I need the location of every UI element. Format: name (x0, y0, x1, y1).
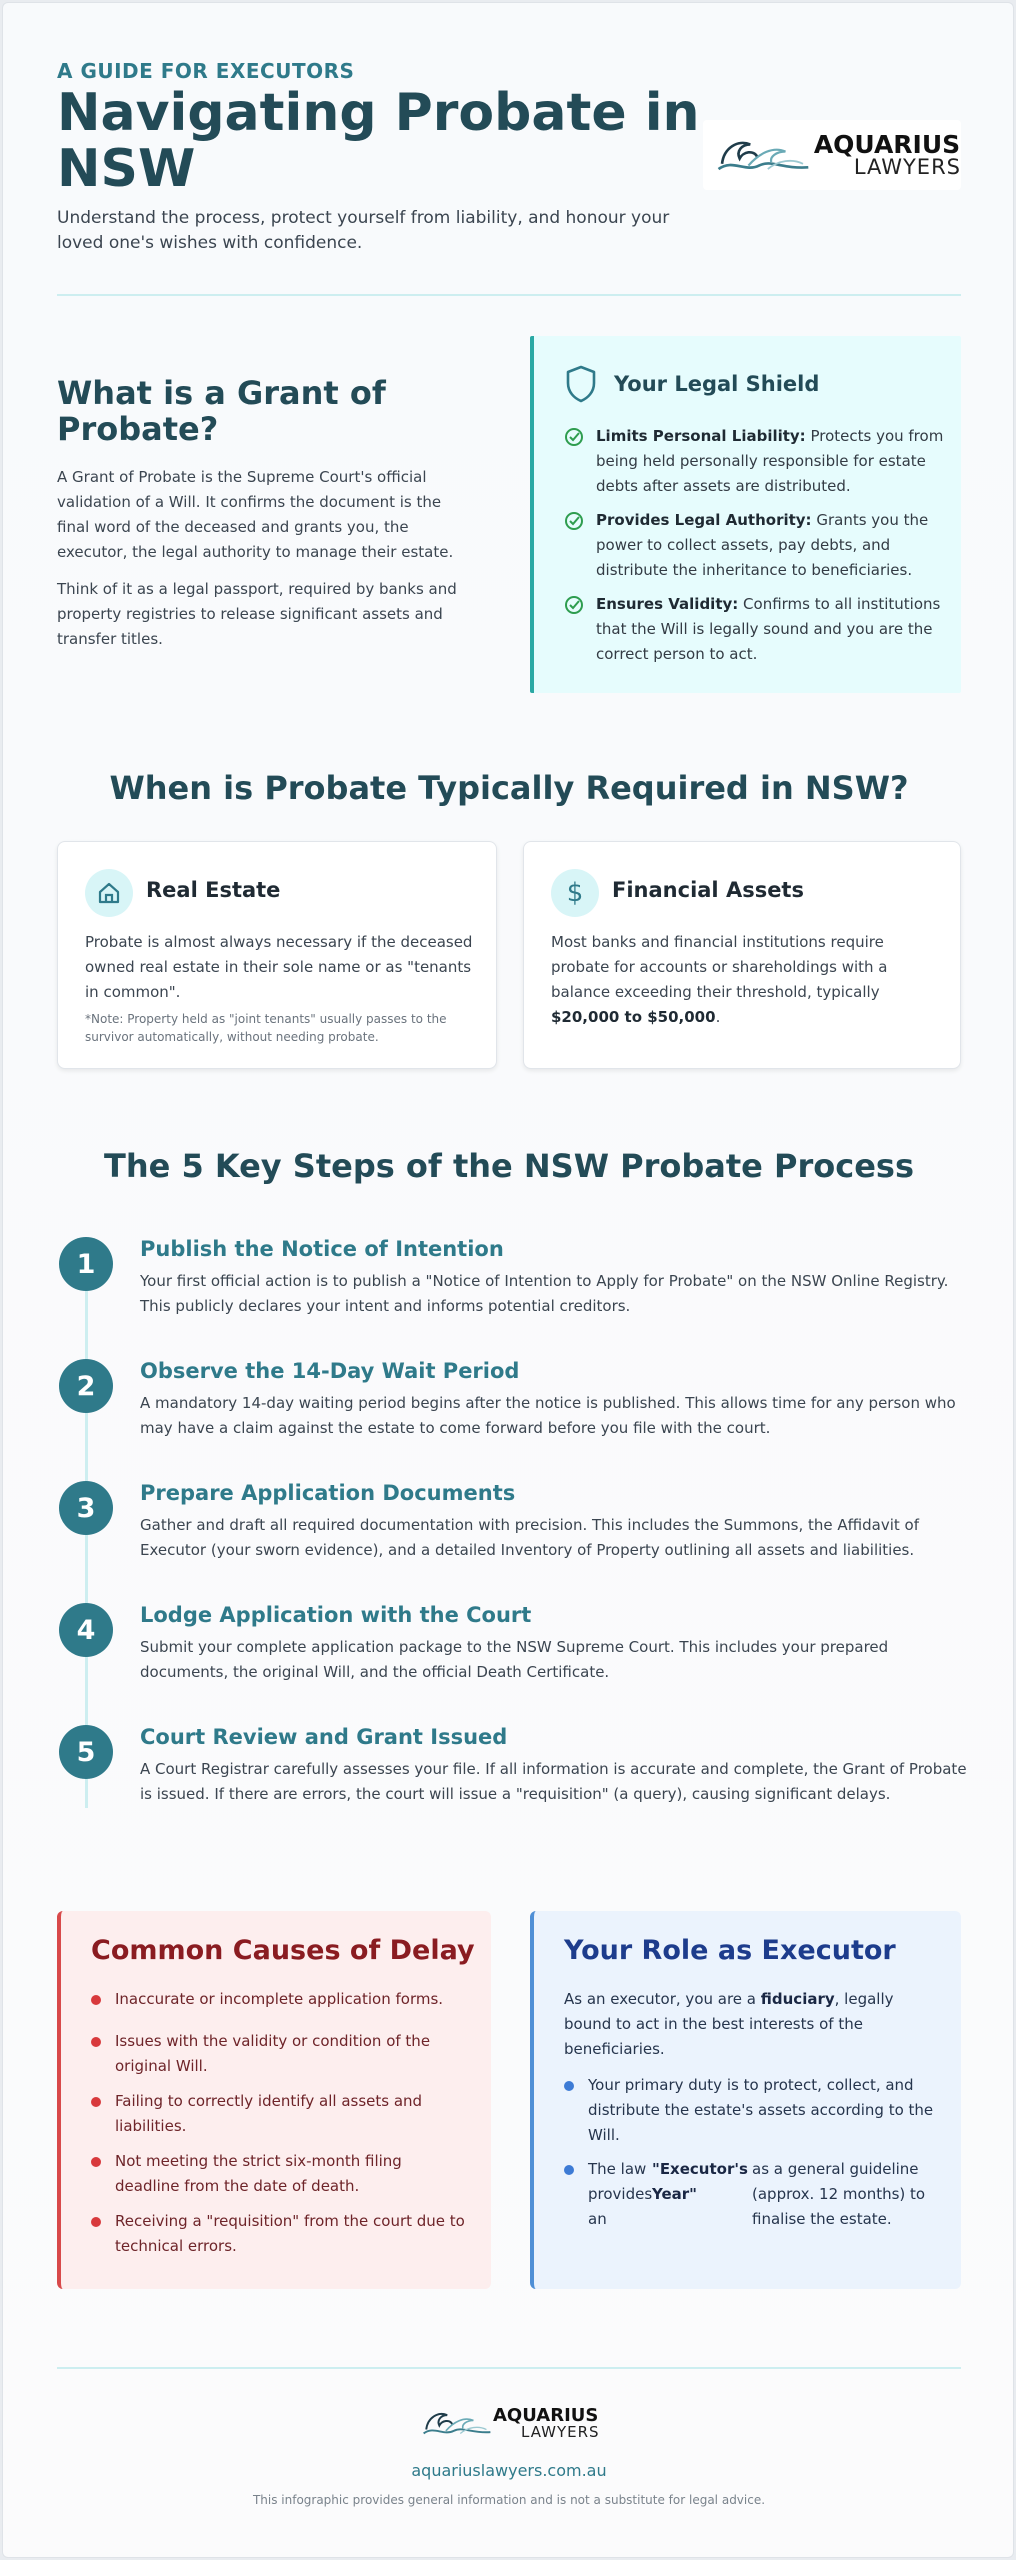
financial-assets-card (523, 841, 961, 1069)
real-estate-body: Probate is almost always necessary if the deceased owned real estate in their sole name or as "tenants in common". (85, 933, 473, 1001)
step-title: Publish the Notice of Intention (140, 1237, 504, 1261)
shield-item-label: Limits Personal Liability: (596, 427, 806, 445)
dollar-icon: $ (566, 878, 584, 908)
shield-icon (564, 364, 598, 404)
grant-paragraph-2: Think of it as a legal passport, required by banks and property registries to release significant assets and transfer titles. (57, 580, 457, 648)
legal-shield-card (530, 336, 961, 693)
bullet-icon (91, 2097, 101, 2107)
footer-logo (421, 2399, 601, 2447)
delay-title: Common Causes of Delay (91, 1935, 475, 1966)
step-description: Gather and draft all required documentation with precision. This includes the Summons, the Affidavit of Executor (your sworn evidence), and a detailed Inventory of Property outlining all assets and liabilities. (140, 1516, 920, 1559)
grant-paragraph-1: A Grant of Probate is the Supreme Court's official validation of a Will. It confirms the document is the final word of the deceased and grants you, the executor, the legal authority to manage their estate. (57, 468, 454, 561)
role-title: Your Role as Executor (564, 1935, 896, 1966)
real-estate-card (57, 841, 497, 1069)
financial-assets-body: Most banks and financial institutions require probate for accounts or shareholdings with a balance exceeding their threshold, typically $20,000 to $50,000. (551, 933, 888, 1026)
threshold-amount: $20,000 to $50,000 (551, 1008, 716, 1026)
bullet-icon (91, 1995, 101, 2005)
logo-text-aquarius: AQUARIUS (813, 130, 961, 159)
check-circle-icon (564, 427, 584, 447)
steps-heading: The 5 Key Steps of the NSW Probate Process (103, 1147, 914, 1185)
delay-item: Issues with the validity or condition of the original Will. (91, 2029, 471, 2079)
divider (57, 2367, 961, 2369)
shield-item-text: Grants you the power to collect assets, pay debts, and distribute the inheritance to beneficiaries. (596, 511, 929, 579)
logo-text-lawyers: LAWYERS (853, 155, 961, 179)
shield-item-label: Provides Legal Authority: (596, 511, 812, 529)
disclaimer: This infographic provides general information and is not a substitute for legal advice. (252, 2493, 766, 2507)
bullet-icon (91, 2217, 101, 2227)
when-heading: When is Probate Typically Required in NSW? (109, 769, 909, 807)
bullet-icon (91, 2157, 101, 2167)
step-title: Observe the 14-Day Wait Period (140, 1359, 520, 1383)
bullet-icon (564, 2081, 574, 2091)
shield-item-text: Confirms to all institutions that the Will is legally sound and you are the correct person to act. (596, 595, 941, 663)
check-circle-icon (564, 595, 584, 615)
step-description: A mandatory 14-day waiting period begins after the notice is published. This allows time for any person who may have a claim against the estate to come forward before you file with the court. (140, 1394, 956, 1437)
shield-item-label: Ensures Validity: (596, 595, 739, 613)
role-item: Your primary duty is to protect, collect, and distribute the estate's assets according to the Will. (564, 2073, 944, 2148)
page-title: Navigating Probate in NSW (57, 83, 700, 199)
house-icon (96, 880, 122, 906)
financial-assets-title: Financial Assets (612, 878, 804, 902)
delay-item: Inaccurate or incomplete application forms. (91, 1987, 471, 2012)
eyebrow: A GUIDE FOR EXECUTORS (57, 59, 355, 83)
fiduciary-term: fiduciary (760, 1990, 835, 2008)
grant-heading: What is a Grant of Probate? (57, 374, 386, 448)
bullet-icon (91, 2037, 101, 2047)
role-intro: As an executor, you are a fiduciary, legally bound to act in the best interests of the beneficiaries. (564, 1990, 894, 2058)
real-estate-title: Real Estate (146, 878, 281, 902)
step-number: 3 (59, 1481, 113, 1535)
shield-item (564, 592, 944, 667)
delay-item: Receiving a "requisition" from the court due to technical errors. (91, 2209, 471, 2259)
logo-text-aquarius: AQUARIUS (493, 2404, 599, 2426)
step-number: 1 (59, 1237, 113, 1291)
logo-text-lawyers: LAWYERS (521, 2422, 600, 2441)
step-number: 5 (59, 1725, 113, 1779)
delay-item: Not meeting the strict six-month filing deadline from the date of death. (91, 2149, 471, 2199)
delay-item: Failing to correctly identify all assets and liabilities. (91, 2089, 471, 2139)
step-description: Submit your complete application package to the NSW Supreme Court. This includes your prepared documents, the original Will, and the official Death Certificate. (140, 1638, 889, 1681)
step-description: A Court Registrar carefully assesses your file. If all information is accurate and complete, the Grant of Probate is issued. If there are errors, the court will issue a "requisition" (a query), causing significant delays. (140, 1760, 967, 1803)
shield-item (564, 508, 944, 583)
step-title: Prepare Application Documents (140, 1481, 516, 1505)
shield-title: Your Legal Shield (614, 372, 820, 396)
step-title: Court Review and Grant Issued (140, 1725, 508, 1749)
step-title: Lodge Application with the Court (140, 1603, 532, 1627)
bullet-icon (564, 2165, 574, 2175)
shield-item (564, 424, 944, 499)
divider (57, 294, 961, 296)
infographic-page (2, 2, 1014, 2558)
step-description: Your first official action is to publish a "Notice of Intention to Apply for Probate" on the NSW Online Registry. This publicly declares your intent and informs potential creditors. (140, 1272, 949, 1315)
delay-causes-card (57, 1911, 491, 2289)
wave-logo-icon (715, 131, 812, 179)
wave-logo-icon (421, 2404, 493, 2442)
step-number: 2 (59, 1359, 113, 1413)
role-item: The law provides an "Executor's Year" as a general guideline (approx. 12 months) to finalise the estate. (564, 2157, 944, 2232)
shield-item-text: Protects you from being held personally responsible for estate debts after assets are distributed. (596, 427, 944, 495)
executor-role-card (530, 1911, 961, 2289)
real-estate-note: *Note: Property held as "joint tenants" usually passes to the survivor automatically, without needing probate. (85, 1012, 447, 1044)
check-circle-icon (564, 511, 584, 531)
executors-year-term: "Executor's Year" (652, 2160, 748, 2203)
header-logo (703, 120, 961, 190)
website-link[interactable]: aquariuslawyers.com.au (411, 2461, 607, 2480)
step-number: 4 (59, 1603, 113, 1657)
page-subtitle: Understand the process, protect yourself from liability, and honour your loved one's wishes with confidence. (57, 208, 670, 253)
